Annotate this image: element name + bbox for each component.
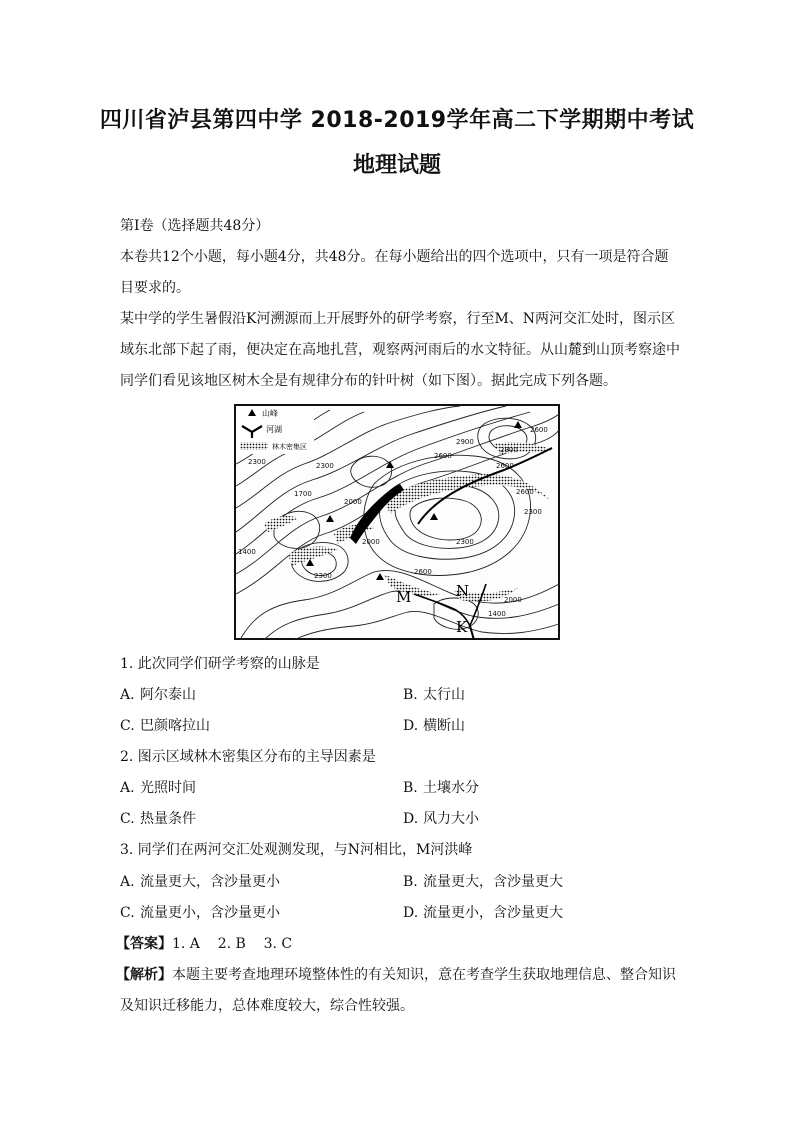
option-text: 流量更大，含沙量更小 xyxy=(140,874,280,890)
question-3-option-d xyxy=(403,905,563,921)
question-3-stem: 3. 同学们在两河交汇处观测发现，与N河相比，M河洪峰 xyxy=(120,842,473,858)
question-2-stem: 2. 图示区域林木密集区分布的主导因素是 xyxy=(120,749,376,765)
contour-label: 2900 xyxy=(456,438,474,446)
option-text: 土壤水分 xyxy=(423,780,479,796)
question-3-option-c xyxy=(120,905,280,921)
option-text: 太行山 xyxy=(423,687,465,703)
contour-label: 2300 xyxy=(314,572,332,580)
option-label: B. xyxy=(403,687,418,703)
option-label: B. xyxy=(403,874,418,890)
contour-label: 2600 xyxy=(516,488,534,496)
answer-text: 1. A 2. B 3. C xyxy=(172,936,293,952)
option-text: 巴颜喀拉山 xyxy=(140,718,210,734)
contour-label: 1400 xyxy=(488,610,506,618)
option-label: D. xyxy=(403,718,419,734)
question-3-option-b xyxy=(403,874,563,890)
document-subtitle: 地理试题 xyxy=(352,153,441,178)
answer-line xyxy=(116,936,292,952)
option-text: 横断山 xyxy=(423,718,465,734)
option-label: C. xyxy=(120,811,135,827)
map-legend xyxy=(236,406,314,454)
contour-label: 2300 xyxy=(524,508,542,516)
option-label: C. xyxy=(120,905,135,921)
contour-label: 1700 xyxy=(294,490,312,498)
contour-label: 2900 xyxy=(500,446,518,454)
option-label: A. xyxy=(120,874,135,890)
section-heading: 第Ⅰ卷（选择题共48分） xyxy=(120,218,270,234)
option-label: A. xyxy=(120,687,135,703)
question-2-option-b xyxy=(403,780,479,796)
answer-tag: 【答案】 xyxy=(116,936,172,952)
forest-icon xyxy=(240,442,268,450)
question-1-option-b xyxy=(403,687,465,703)
letter-m: M xyxy=(396,588,412,606)
option-text: 光照时间 xyxy=(140,780,196,796)
letter-n: N xyxy=(456,582,470,600)
option-label: C. xyxy=(120,718,135,734)
contour-label: 2300 xyxy=(456,538,474,546)
option-label: B. xyxy=(403,780,418,796)
contour-label: 2600 xyxy=(496,462,514,470)
option-label: D. xyxy=(403,905,419,921)
contour-label: 2000 xyxy=(504,596,522,604)
document-title: 四川省泸县第四中学 2018-2019学年高二下学期期中考试 xyxy=(99,108,695,133)
question-3-option-a xyxy=(120,874,280,890)
question-2-option-a xyxy=(120,780,196,796)
option-text: 阿尔泰山 xyxy=(140,687,196,703)
question-1-option-d xyxy=(403,718,465,734)
legend-forest: 林木密集区 xyxy=(272,443,307,451)
contour-label: 2300 xyxy=(248,458,266,466)
option-text: 流量更小，含沙量更小 xyxy=(140,905,280,921)
option-text: 流量更小，含沙量更大 xyxy=(423,905,563,921)
letter-k: K xyxy=(456,618,468,636)
analysis-line-1 xyxy=(116,967,676,983)
contour-label: 2600 xyxy=(530,426,548,434)
analysis-line-2: 及知识迁移能力，总体难度较大，综合性较强。 xyxy=(120,998,414,1014)
contour-label: 2300 xyxy=(316,462,334,470)
contour-label: 1400 xyxy=(238,548,256,556)
passage-line-3: 同学们看见该地区树木全是有规律分布的针叶树（如下图）。据此完成下列各题。 xyxy=(120,373,617,389)
contour-label: 2600 xyxy=(414,568,432,576)
analysis-text-1: 本题主要考查地理环境整体性的有关知识，意在考查学生获取地理信息、整合知识 xyxy=(172,967,676,983)
legend-lake: 河湖 xyxy=(266,425,282,434)
contour-label: 2600 xyxy=(434,452,452,460)
question-2-option-d xyxy=(403,811,479,827)
passage-line-1: 某中学的学生暑假沿K河溯源而上开展野外的研学考察，行至M、N两河交汇处时，图示区 xyxy=(120,311,676,327)
question-1-option-c xyxy=(120,718,210,734)
option-label: D. xyxy=(403,811,419,827)
instruction-line-2: 目要求的。 xyxy=(120,280,190,296)
passage-line-2: 域东北部下起了雨，便决定在高地扎营，观察两河雨后的水文特征。从山麓到山顶考察途中 xyxy=(120,342,680,358)
contour-map-figure xyxy=(234,404,560,640)
option-text: 热量条件 xyxy=(140,811,196,827)
option-text: 风力大小 xyxy=(423,811,479,827)
contour-label: 2000 xyxy=(362,538,380,546)
option-label: A. xyxy=(120,780,135,796)
question-1-stem: 1. 此次同学们研学考察的山脉是 xyxy=(120,656,320,672)
instruction-line-1: 本卷共12个小题，每小题4分，共48分。在每小题给出的四个选项中，只有一项是符合题 xyxy=(120,249,669,265)
analysis-tag: 【解析】 xyxy=(116,967,172,983)
contour-label: 2000 xyxy=(344,498,362,506)
question-1-option-a xyxy=(120,687,196,703)
legend-peak: 山峰 xyxy=(262,409,278,418)
question-2-option-c xyxy=(120,811,196,827)
option-text: 流量更大，含沙量更大 xyxy=(423,874,563,890)
